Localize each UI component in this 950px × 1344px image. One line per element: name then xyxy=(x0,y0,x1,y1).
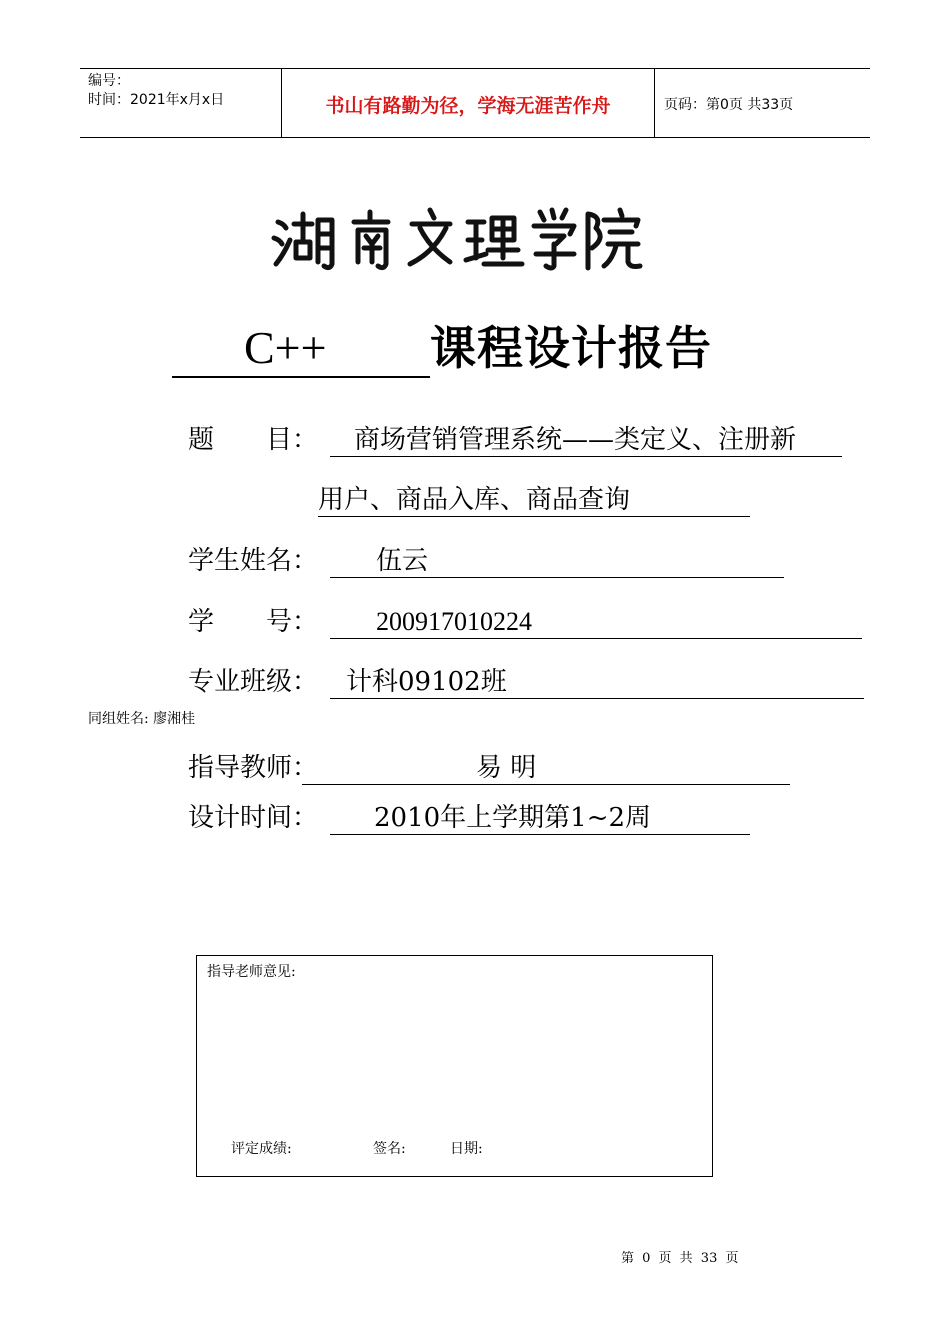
signature-label: 签名: xyxy=(373,1141,406,1157)
date-label: 日期: xyxy=(450,1141,483,1157)
time-label: 时间：2021年x月x日 xyxy=(88,92,225,108)
header-meta xyxy=(88,72,278,110)
id-label: 学 号： xyxy=(188,607,319,637)
advisor-field xyxy=(302,752,790,785)
student-field xyxy=(330,545,784,578)
header-divider xyxy=(654,69,655,137)
title-underline xyxy=(172,376,430,378)
topic-field-continued xyxy=(318,484,750,517)
motto-text: 书山有路勤为径，学海无涯苦作舟 xyxy=(325,95,611,117)
advisor-value: 易 明 xyxy=(476,753,537,783)
page-info: 页码：第0页 共33页 xyxy=(664,97,794,113)
page-header-table xyxy=(80,68,870,138)
course-name: C++ xyxy=(244,322,327,373)
report-title xyxy=(172,318,772,382)
grade-label: 评定成绩: xyxy=(231,1141,292,1157)
page-footer: 第 0 页 共 33 页 xyxy=(621,1251,739,1266)
major-label: 专业班级： xyxy=(188,667,319,697)
title-suffix: 课程设计报告 xyxy=(430,321,712,375)
group-members: 同组姓名: 廖湘桂 xyxy=(88,711,196,727)
advisor-label: 指导教师： xyxy=(188,753,319,783)
topic-value-line1: 商场营销管理系统——类定义、注册新 xyxy=(354,425,797,455)
major-value: 计科09102班 xyxy=(346,667,507,697)
student-label: 学生姓名： xyxy=(188,546,319,576)
advisor-comments-box xyxy=(196,955,713,1177)
school-logo xyxy=(270,198,650,278)
id-value: 200917010224 xyxy=(376,607,532,636)
comments-title: 指导老师意见: xyxy=(207,964,296,980)
topic-field xyxy=(330,424,842,457)
topic-value-line2: 用户、商品入库、商品查询 xyxy=(318,485,631,515)
design-time-value: 2010年上学期第1~2周 xyxy=(374,803,652,833)
topic-label: 题 目： xyxy=(188,425,319,455)
number-label: 编号： xyxy=(88,73,130,89)
major-field xyxy=(330,666,864,699)
school-logo-calligraphy-icon xyxy=(270,198,650,278)
student-value: 伍云 xyxy=(376,546,429,576)
design-time-label: 设计时间： xyxy=(188,803,319,833)
id-field xyxy=(330,606,862,639)
design-time-field xyxy=(330,802,750,835)
